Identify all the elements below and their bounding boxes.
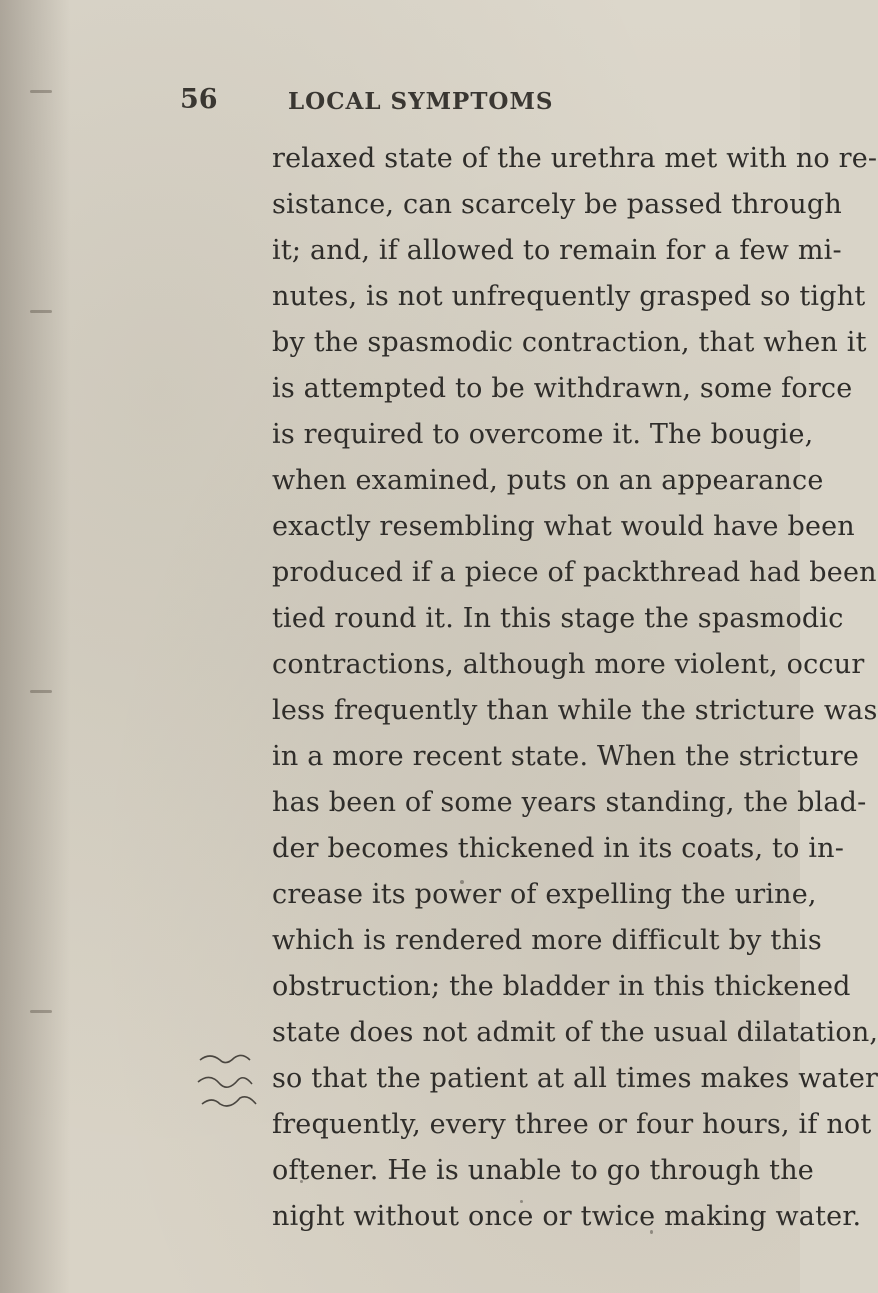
- paper-speck: [300, 1180, 303, 1183]
- text-line: der becomes thickened in its coats, to in-: [272, 833, 845, 864]
- page-number: 56: [180, 84, 218, 115]
- text-line: exactly resembling what would have been: [272, 511, 855, 542]
- paper-speck: [520, 1200, 523, 1203]
- margin-mark: [30, 1010, 52, 1013]
- text-line: produced if a piece of packthread had been: [272, 557, 877, 588]
- text-line: has been of some years standing, the blad-: [272, 787, 867, 818]
- running-head: LOCAL SYMPTOMS: [288, 88, 554, 115]
- text-line: sistance, can scarcely be passed through: [272, 189, 842, 220]
- text-line: is attempted to be withdrawn, some force: [272, 373, 853, 404]
- text-line: by the spasmodic contraction, that when it: [272, 327, 867, 358]
- text-line: obstruction; the bladder in this thickened: [272, 971, 851, 1002]
- page-header: [180, 84, 700, 124]
- text-line: oftener. He is unable to go through the: [272, 1155, 814, 1186]
- margin-mark: [30, 310, 52, 313]
- text-line: is required to overcome it. The bougie,: [272, 419, 814, 450]
- text-line: so that the patient at all times makes water: [272, 1063, 878, 1094]
- text-line: nutes, is not unfrequently grasped so tight: [272, 281, 866, 312]
- paper-speck: [460, 880, 464, 884]
- margin-mark: [30, 90, 52, 93]
- text-line: tied round it. In this stage the spasmodic: [272, 603, 844, 634]
- body-text: [272, 136, 878, 1240]
- paper-speck: [650, 1230, 653, 1234]
- text-line: state does not admit of the usual dilatation,: [272, 1017, 878, 1048]
- text-line: crease its power of expelling the urine,: [272, 879, 817, 910]
- text-line: it; and, if allowed to remain for a few mi-: [272, 235, 842, 266]
- binding-shadow: [0, 0, 70, 1293]
- text-line: relaxed state of the urethra met with no re-: [272, 143, 878, 174]
- margin-mark: [30, 690, 52, 693]
- text-line: night without once or twice making water.: [272, 1201, 862, 1232]
- text-line: when examined, puts on an appearance: [272, 465, 824, 496]
- handwritten-annotation: [192, 1040, 292, 1120]
- text-line: which is rendered more difficult by this: [272, 925, 822, 956]
- text-line: contractions, although more violent, occur: [272, 649, 865, 680]
- text-line: less frequently than while the stricture was: [272, 695, 878, 726]
- text-line: in a more recent state. When the stricture: [272, 741, 860, 772]
- text-line: frequently, every three or four hours, if not: [272, 1109, 872, 1140]
